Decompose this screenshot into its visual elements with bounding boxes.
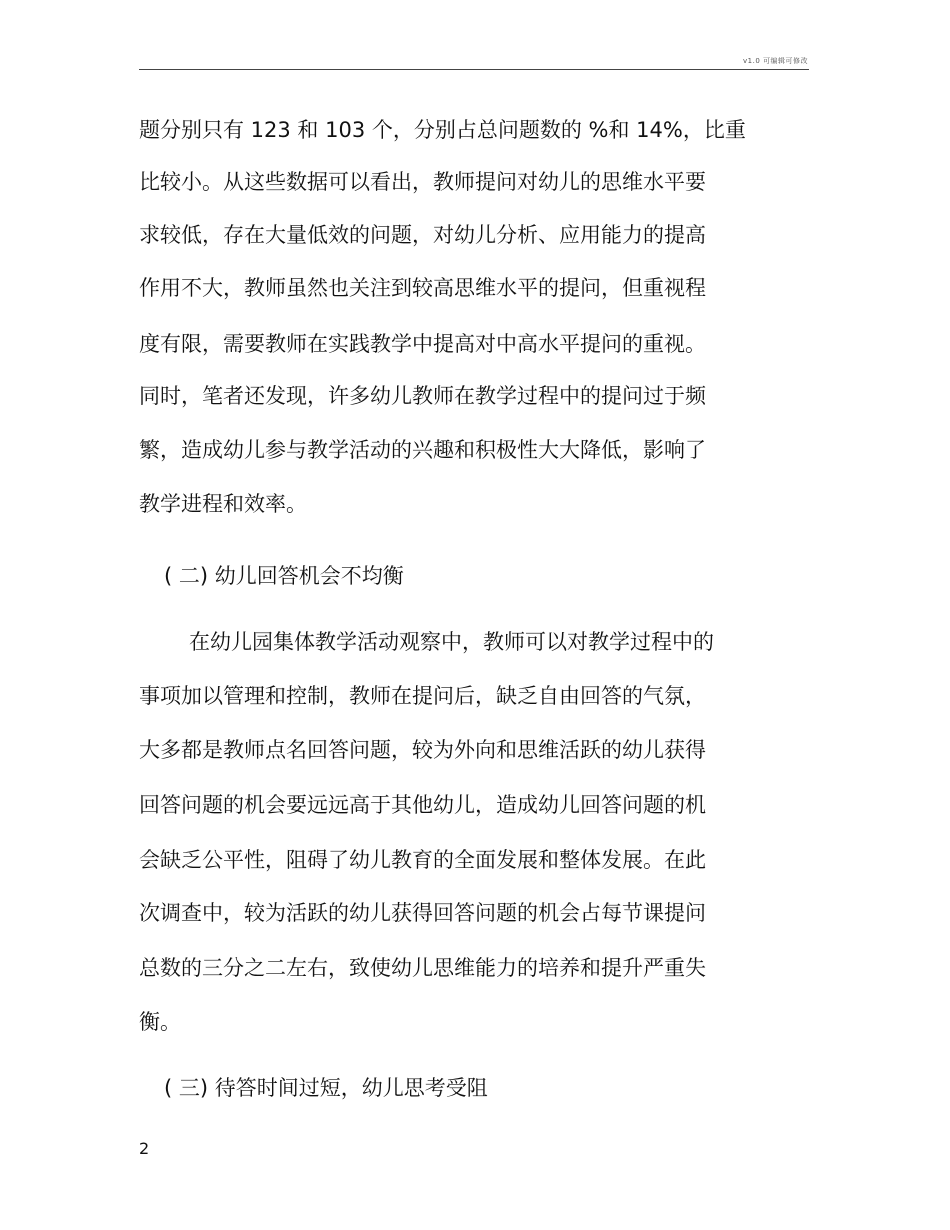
text-line: 回答问题的机会要远远高于其他幼儿，造成幼儿回答问题的机 <box>139 793 706 817</box>
text-line: 繁，造成幼儿参与教学活动的兴趣和积极性大大降低，影响了 <box>139 438 706 462</box>
text-line: 作用不大，教师虽然也关注到较高思维水平的提问，但重视程 <box>139 276 706 300</box>
text-line: 会缺乏公平性，阻碍了幼儿教育的全面发展和整体发展。在此 <box>139 848 706 872</box>
text-line: 比较小。从这些数据可以看出，教师提问对幼儿的思维水平要 <box>139 170 706 194</box>
text-line: 次调查中，较为活跃的幼儿获得回答问题的机会占每节课提问 <box>139 901 706 925</box>
text-line: 教学进程和效率。 <box>139 492 307 516</box>
header-note: v1.0 可编辑可修改 <box>743 57 808 65</box>
text-line: 题分别只有 123 和 103 个，分别占总问题数的 %和 14%，比重 <box>139 118 746 142</box>
text-line: 度有限，需要教师在实践教学中提高对中高水平提问的重视。 <box>139 332 706 356</box>
section-heading-2: ( 二) 幼儿回答机会不均衡 <box>164 564 404 588</box>
header-rule <box>139 69 809 70</box>
text-line: 衡。 <box>139 1010 181 1034</box>
text-line: 大多都是教师点名回答问题，较为外向和思维活跃的幼儿获得 <box>139 738 706 762</box>
text-line: 事项加以管理和控制，教师在提问后，缺乏自由回答的气氛， <box>139 684 706 708</box>
text-line: 总数的三分之二左右，致使幼儿思维能力的培养和提升严重失 <box>139 956 706 980</box>
page-number: 2 <box>139 1139 150 1158</box>
text-line: 求较低，存在大量低效的问题，对幼儿分析、应用能力的提高 <box>139 223 706 247</box>
text-line: 同时，笔者还发现，许多幼儿教师在教学过程中的提问过于频 <box>139 384 706 408</box>
section-heading-3: ( 三) 待答时间过短，幼儿思考受阻 <box>164 1076 488 1100</box>
text-line: 在幼儿园集体教学活动观察中，教师可以对教学过程中的 <box>189 630 714 654</box>
